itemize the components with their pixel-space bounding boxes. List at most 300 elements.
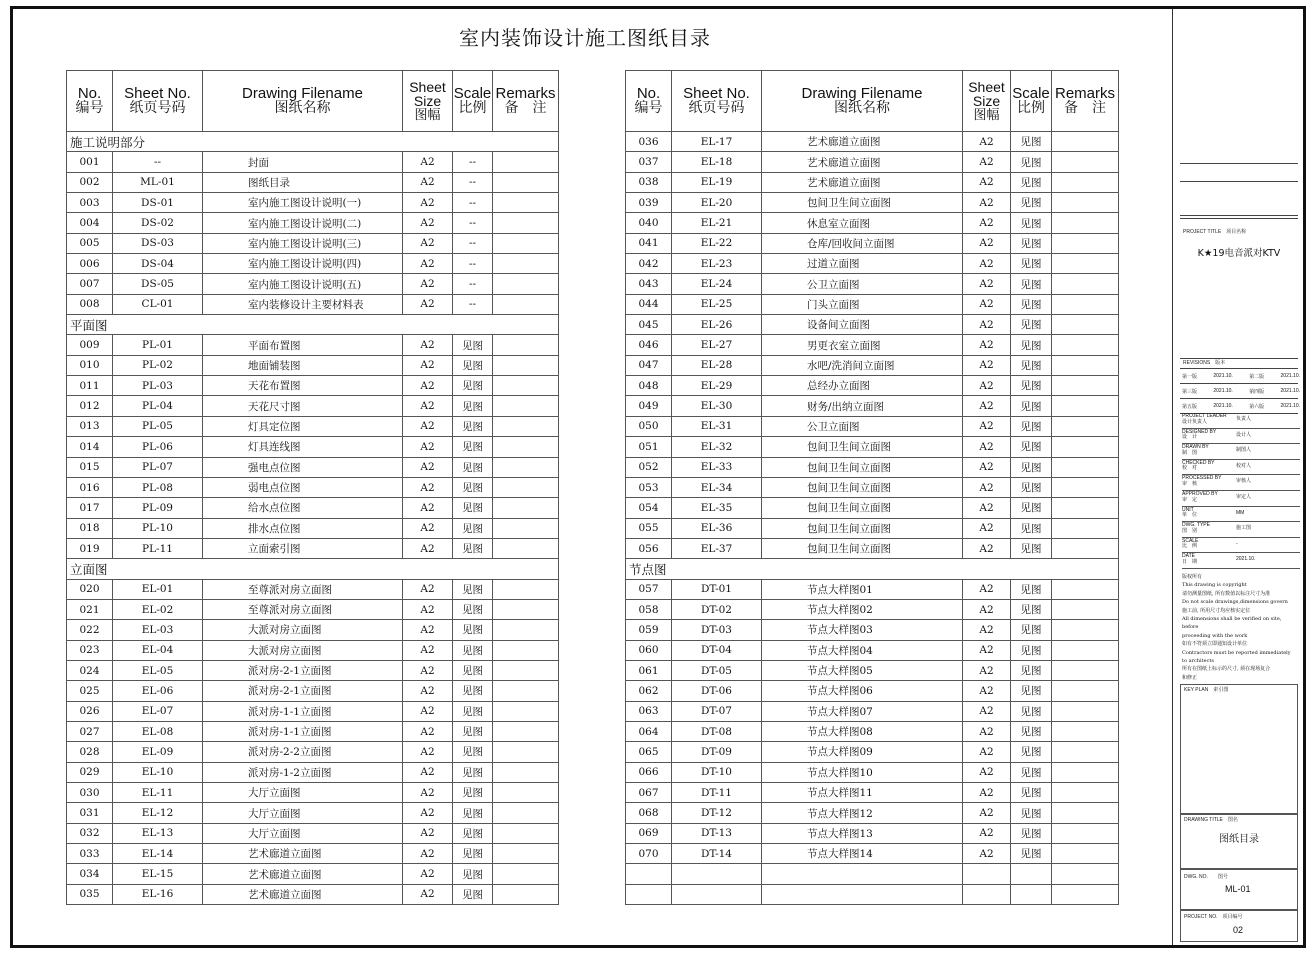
project-no-label: PROJECT NO. 项目编号 (1184, 914, 1243, 920)
page-title: 室内装饰设计施工图纸目录 (459, 26, 711, 50)
cell-size: A2 (403, 254, 453, 274)
table-row (626, 823, 1119, 843)
cell-sheet-no: DT-02 (672, 599, 762, 619)
cell-sheet-no: EL-05 (113, 660, 203, 680)
cell-filename: 包间卫生间立面图 (762, 477, 963, 497)
cell-size: A2 (963, 538, 1011, 558)
cell-remarks (1052, 823, 1119, 843)
cell-size: A2 (963, 152, 1011, 172)
cell-size: A2 (963, 233, 1011, 253)
revision-cell: 2021.10. (1213, 403, 1233, 409)
section-title: 立面图 (67, 559, 559, 579)
cell-filename: 节点大样图03 (762, 620, 963, 640)
cell-scale: -- (453, 233, 493, 253)
header-scale: Scale 比例 (1011, 71, 1052, 132)
cell-scale: 见图 (453, 721, 493, 741)
cell-scale: 见图 (1011, 599, 1052, 619)
cell-scale: 见图 (1011, 721, 1052, 741)
header-remarks: Remarks 备 注 (493, 71, 559, 132)
cell-scale: 见图 (1011, 742, 1052, 762)
tb-rule (1180, 215, 1298, 216)
revision-cell: 2021.10. (1280, 373, 1300, 379)
cell-sheet-no (672, 884, 762, 904)
note-line: 版权所有 (1182, 574, 1203, 580)
cell-scale: 见图 (1011, 416, 1052, 436)
project-name: K★19电音派对KTV (1197, 248, 1281, 259)
cell-scale: 见图 (1011, 762, 1052, 782)
table-row (67, 355, 559, 375)
cell-remarks (493, 477, 559, 497)
cell-size: A2 (963, 213, 1011, 233)
cell-sheet-no: DT-13 (672, 823, 762, 843)
table-row (626, 376, 1119, 396)
cell-sheet-no: DS-02 (113, 213, 203, 233)
cell-sheet-no: EL-28 (672, 355, 762, 375)
cell-filename: 门头立面图 (762, 294, 963, 314)
cell-no: 005 (67, 233, 113, 253)
cell-sheet-no: EL-12 (113, 803, 203, 823)
cell-remarks (1052, 274, 1119, 294)
signoff-row (1182, 460, 1300, 476)
cell-no: 017 (67, 498, 113, 518)
cell-filename: 节点大样图02 (762, 599, 963, 619)
cell-remarks (1052, 783, 1119, 803)
cell-no: 058 (626, 599, 672, 619)
cell-scale: 见图 (453, 640, 493, 660)
revision-cell: 2021.10. (1280, 403, 1300, 409)
cell-remarks (1052, 193, 1119, 213)
signoff-role-cn: 单 位 (1182, 512, 1198, 519)
cell-size: A2 (403, 538, 453, 558)
cell-scale: -- (453, 294, 493, 314)
cell-filename: 大派对房立面图 (203, 640, 403, 660)
revisions-label: REVISIONS 版本 (1183, 360, 1226, 366)
cell-filename: 公卫立面图 (762, 274, 963, 294)
cell-no: 030 (67, 783, 113, 803)
cell-scale: 见图 (453, 803, 493, 823)
cell-size: A2 (403, 783, 453, 803)
cell-filename: 包间卫生间立面图 (762, 518, 963, 538)
cell-remarks (1052, 538, 1119, 558)
cell-scale (1011, 864, 1052, 884)
cell-remarks (493, 844, 559, 864)
cell-scale: 见图 (453, 335, 493, 355)
cell-size: A2 (403, 864, 453, 884)
cell-size: A2 (403, 376, 453, 396)
cell-size: A2 (963, 844, 1011, 864)
cell-sheet-no: EL-16 (113, 884, 203, 904)
table-row (626, 864, 1119, 884)
cell-remarks (1052, 660, 1119, 680)
table-row (67, 335, 559, 355)
cell-remarks (493, 396, 559, 416)
cell-sheet-no: EL-20 (672, 193, 762, 213)
table-row (67, 254, 559, 274)
header-filename: Drawing Filename 图纸名称 (203, 71, 403, 132)
cell-filename (762, 884, 963, 904)
revision-row (1182, 388, 1300, 395)
signoff-value: MM (1236, 509, 1245, 516)
cell-filename: 设备间立面图 (762, 315, 963, 335)
cell-no: 011 (67, 376, 113, 396)
tb-rule (1180, 181, 1298, 182)
cell-sheet-no: EL-04 (113, 640, 203, 660)
cell-size: A2 (963, 783, 1011, 803)
cell-scale: 见图 (453, 376, 493, 396)
cell-size: A2 (403, 152, 453, 172)
cell-scale (1011, 884, 1052, 904)
cell-scale: 见图 (453, 457, 493, 477)
cell-filename: 平面布置图 (203, 335, 403, 355)
cell-remarks (493, 213, 559, 233)
cell-scale: 见图 (1011, 355, 1052, 375)
project-title-label: PROJECT TITLE 项目名称 (1183, 229, 1247, 235)
table-row (626, 599, 1119, 619)
cell-sheet-no: EL-25 (672, 294, 762, 314)
cell-no: 055 (626, 518, 672, 538)
cell-sheet-no: EL-09 (113, 742, 203, 762)
cell-sheet-no: ML-01 (113, 172, 203, 192)
dwg-no-label: DWG. NO. 图号 (1184, 874, 1228, 880)
cell-remarks (493, 783, 559, 803)
cell-sheet-no: EL-15 (113, 864, 203, 884)
cell-sheet-no: DT-08 (672, 721, 762, 741)
cell-remarks (1052, 396, 1119, 416)
cell-sheet-no: DT-10 (672, 762, 762, 782)
cell-remarks (493, 660, 559, 680)
table-row (626, 355, 1119, 375)
table-row (67, 620, 559, 640)
cell-size: A2 (963, 355, 1011, 375)
tb-rule (1180, 398, 1298, 399)
cell-filename: 室内施工图设计说明(一) (203, 193, 403, 213)
table-row (626, 396, 1119, 416)
cell-size: A2 (403, 660, 453, 680)
dwg-no: ML-01 (1225, 884, 1251, 894)
cell-remarks (1052, 620, 1119, 640)
cell-sheet-no: EL-24 (672, 274, 762, 294)
table-row (626, 152, 1119, 172)
cell-sheet-no: DT-12 (672, 803, 762, 823)
cell-no: 028 (67, 742, 113, 762)
cell-size: A2 (403, 172, 453, 192)
cell-no: 022 (67, 620, 113, 640)
cell-filename: 包间卫生间立面图 (762, 437, 963, 457)
cell-no: 012 (67, 396, 113, 416)
signoff-role (1182, 445, 1232, 456)
cell-sheet-no: EL-34 (672, 477, 762, 497)
cell-no: 023 (67, 640, 113, 660)
cell-size: A2 (403, 416, 453, 436)
title-block-divider (1172, 9, 1173, 945)
cell-scale: 见图 (453, 579, 493, 599)
cell-remarks (1052, 681, 1119, 701)
cell-filename: 节点大样图09 (762, 742, 963, 762)
cell-remarks (1052, 172, 1119, 192)
signoff-row (1182, 475, 1300, 491)
table-row (67, 437, 559, 457)
cell-filename: 节点大样图06 (762, 681, 963, 701)
tb-rule (1180, 163, 1298, 164)
cell-scale: 见图 (453, 477, 493, 497)
cell-remarks (493, 294, 559, 314)
cell-remarks (493, 823, 559, 843)
key-plan-box (1180, 684, 1298, 814)
signoff-role-en: SCALE (1182, 537, 1199, 544)
signoff-role-cn: 制 图 (1182, 449, 1198, 456)
cell-size: A2 (403, 640, 453, 660)
cell-filename: 财务/出纳立面图 (762, 396, 963, 416)
project-no: 02 (1233, 925, 1244, 935)
cell-size: A2 (403, 742, 453, 762)
cell-remarks (1052, 721, 1119, 741)
table-row (67, 396, 559, 416)
cell-sheet-no: EL-02 (113, 599, 203, 619)
note-line: This drawing is copyright (1182, 582, 1247, 589)
cell-sheet-no: EL-31 (672, 416, 762, 436)
signoff-role-cn: 比 例 (1182, 543, 1198, 550)
cell-size: A2 (403, 823, 453, 843)
cell-remarks (1052, 803, 1119, 823)
cell-remarks (493, 193, 559, 213)
cell-scale: 见图 (453, 742, 493, 762)
cell-size: A2 (963, 294, 1011, 314)
cell-remarks (493, 681, 559, 701)
cell-no: 042 (626, 254, 672, 274)
cell-size: A2 (403, 274, 453, 294)
cell-no (626, 884, 672, 904)
table-row (67, 193, 559, 213)
header-sheet-size: Sheet Size 图幅 (963, 71, 1011, 132)
table-row (626, 254, 1119, 274)
cell-size: A2 (403, 437, 453, 457)
cell-no: 021 (67, 599, 113, 619)
cell-scale: 见图 (1011, 783, 1052, 803)
cell-filename: 艺术廊道立面图 (762, 152, 963, 172)
cell-filename: 室内装修设计主要材料表 (203, 294, 403, 314)
cell-sheet-no: EL-27 (672, 335, 762, 355)
cell-no: 026 (67, 701, 113, 721)
cell-filename: 派对房-2-1立面图 (203, 681, 403, 701)
cell-scale: 见图 (1011, 844, 1052, 864)
cell-size: A2 (963, 477, 1011, 497)
cell-filename: 室内施工图设计说明(四) (203, 254, 403, 274)
signoff-row (1182, 491, 1300, 507)
cell-remarks (1052, 355, 1119, 375)
signoff-role-en: CHECKED BY (1182, 459, 1215, 466)
section-row (67, 132, 559, 152)
cell-scale: 见图 (1011, 132, 1052, 152)
cell-scale: 见图 (453, 355, 493, 375)
cell-filename: 节点大样图07 (762, 701, 963, 721)
cell-remarks (493, 762, 559, 782)
cell-remarks (1052, 457, 1119, 477)
cell-filename: 灯具定位图 (203, 416, 403, 436)
cell-no: 047 (626, 355, 672, 375)
note-line: to architects (1182, 658, 1214, 665)
cell-filename: 男更衣室立面图 (762, 335, 963, 355)
cell-no: 014 (67, 437, 113, 457)
note-line: proceeding with the work (1182, 632, 1248, 639)
cell-sheet-no: DT-11 (672, 783, 762, 803)
dwg-no-box (1180, 869, 1298, 910)
table-row (67, 864, 559, 884)
cell-size: A2 (963, 254, 1011, 274)
signoff-role-en: DRAWN BY (1182, 444, 1209, 451)
cell-scale: 见图 (453, 701, 493, 721)
cell-remarks (1052, 132, 1119, 152)
table-row (626, 335, 1119, 355)
table-row (626, 762, 1119, 782)
cell-remarks (493, 376, 559, 396)
cell-no: 033 (67, 844, 113, 864)
cell-sheet-no: EL-35 (672, 498, 762, 518)
cell-remarks (1052, 294, 1119, 314)
cell-scale: 见图 (1011, 620, 1052, 640)
cell-remarks (493, 416, 559, 436)
cell-no: 037 (626, 152, 672, 172)
table-row (67, 457, 559, 477)
cell-size: A2 (963, 579, 1011, 599)
cell-filename: 至尊派对房立面图 (203, 579, 403, 599)
cell-remarks (1052, 864, 1119, 884)
cell-sheet-no: CL-01 (113, 294, 203, 314)
cell-filename: 排水点位图 (203, 518, 403, 538)
revision-cell: 2021.10. (1213, 388, 1233, 394)
table-row (67, 213, 559, 233)
cell-no: 004 (67, 213, 113, 233)
cell-no: 041 (626, 233, 672, 253)
drawing-title-label: DRAWING TITLE 图名 (1184, 817, 1238, 823)
signoff-role (1182, 430, 1232, 441)
cell-no: 069 (626, 823, 672, 843)
cell-sheet-no: EL-37 (672, 538, 762, 558)
cell-filename: 公卫立面图 (762, 416, 963, 436)
cell-size: A2 (403, 477, 453, 497)
cell-filename: 包间卫生间立面图 (762, 193, 963, 213)
cell-filename: 大厅立面图 (203, 783, 403, 803)
cell-size (963, 864, 1011, 884)
cell-scale: -- (453, 193, 493, 213)
cell-filename: 封面 (203, 152, 403, 172)
cell-no: 024 (67, 660, 113, 680)
cell-remarks (493, 355, 559, 375)
cell-filename: 室内施工图设计说明(三) (203, 233, 403, 253)
cell-remarks (1052, 640, 1119, 660)
cell-sheet-no: EL-13 (113, 823, 203, 843)
table-row (67, 274, 559, 294)
tb-rule (1180, 383, 1298, 384)
cell-size: A2 (403, 701, 453, 721)
cell-filename: 节点大样图14 (762, 844, 963, 864)
cell-remarks (493, 518, 559, 538)
cell-sheet-no: DS-05 (113, 274, 203, 294)
signoff-value: 施工图 (1236, 525, 1252, 532)
cell-no: 048 (626, 376, 672, 396)
cell-filename: 天花尺寸图 (203, 396, 403, 416)
cell-size: A2 (403, 193, 453, 213)
signoff-row (1182, 522, 1300, 538)
signoff-role (1182, 508, 1232, 519)
cell-size: A2 (963, 660, 1011, 680)
cell-filename: 水吧/洗消间立面图 (762, 355, 963, 375)
cell-filename: 派对房-1-1立面图 (203, 701, 403, 721)
cell-scale: 见图 (1011, 152, 1052, 172)
signoff-role-cn: 图 别 (1182, 527, 1198, 534)
cell-remarks (493, 437, 559, 457)
cell-filename (762, 864, 963, 884)
note-line: 所有在图纸上标示的尺寸, 须在现场复合 (1182, 666, 1271, 673)
cell-filename: 包间卫生间立面图 (762, 457, 963, 477)
cell-remarks (493, 640, 559, 660)
cell-no: 002 (67, 172, 113, 192)
revision-cell: 第二版 (1249, 374, 1265, 380)
cell-no: 016 (67, 477, 113, 497)
cell-scale: 见图 (1011, 315, 1052, 335)
cell-remarks (1052, 254, 1119, 274)
cell-sheet-no: EL-21 (672, 213, 762, 233)
cell-scale: 见图 (1011, 660, 1052, 680)
note-line: 请勿测量图纸, 所有数值以标注尺寸为准 (1182, 590, 1271, 597)
cell-size: A2 (403, 335, 453, 355)
cell-remarks (1052, 152, 1119, 172)
cell-filename: 派对房-2-2立面图 (203, 742, 403, 762)
cell-no: 029 (67, 762, 113, 782)
cell-scale: 见图 (1011, 233, 1052, 253)
cell-no: 003 (67, 193, 113, 213)
table-row (626, 721, 1119, 741)
cell-scale: 见图 (1011, 477, 1052, 497)
cell-scale: 见图 (1011, 294, 1052, 314)
cell-scale: 见图 (1011, 518, 1052, 538)
cell-no: 060 (626, 640, 672, 660)
cell-scale: 见图 (1011, 193, 1052, 213)
revision-cell: 第一版 (1182, 374, 1198, 380)
cell-size: A2 (403, 355, 453, 375)
table-row (67, 783, 559, 803)
cell-size: A2 (403, 457, 453, 477)
table-row (626, 884, 1119, 904)
cell-sheet-no: DT-07 (672, 701, 762, 721)
cell-no: 008 (67, 294, 113, 314)
signoff-role-en: DESIGNED BY (1182, 428, 1217, 435)
cell-no: 059 (626, 620, 672, 640)
cell-sheet-no (672, 864, 762, 884)
table-row (626, 620, 1119, 640)
cell-sheet-no: EL-23 (672, 254, 762, 274)
cell-size: A2 (963, 437, 1011, 457)
cell-no: 043 (626, 274, 672, 294)
cell-filename: 艺术廊道立面图 (203, 884, 403, 904)
signoff-value: 审核人 (1236, 478, 1252, 485)
cell-sheet-no: PL-10 (113, 518, 203, 538)
revision-row (1182, 403, 1300, 410)
cell-no: 051 (626, 437, 672, 457)
table-row (67, 233, 559, 253)
cell-no: 039 (626, 193, 672, 213)
cell-filename: 艺术廊道立面图 (762, 132, 963, 152)
cell-size: A2 (403, 294, 453, 314)
header-no: No. 编号 (67, 71, 113, 132)
signoff-value: 设计人 (1236, 431, 1252, 438)
cell-no: 032 (67, 823, 113, 843)
cell-scale: -- (453, 274, 493, 294)
cell-filename: 室内施工图设计说明(二) (203, 213, 403, 233)
cell-remarks (1052, 335, 1119, 355)
cell-remarks (1052, 762, 1119, 782)
table-row (67, 803, 559, 823)
header-no: No. 编号 (626, 71, 672, 132)
